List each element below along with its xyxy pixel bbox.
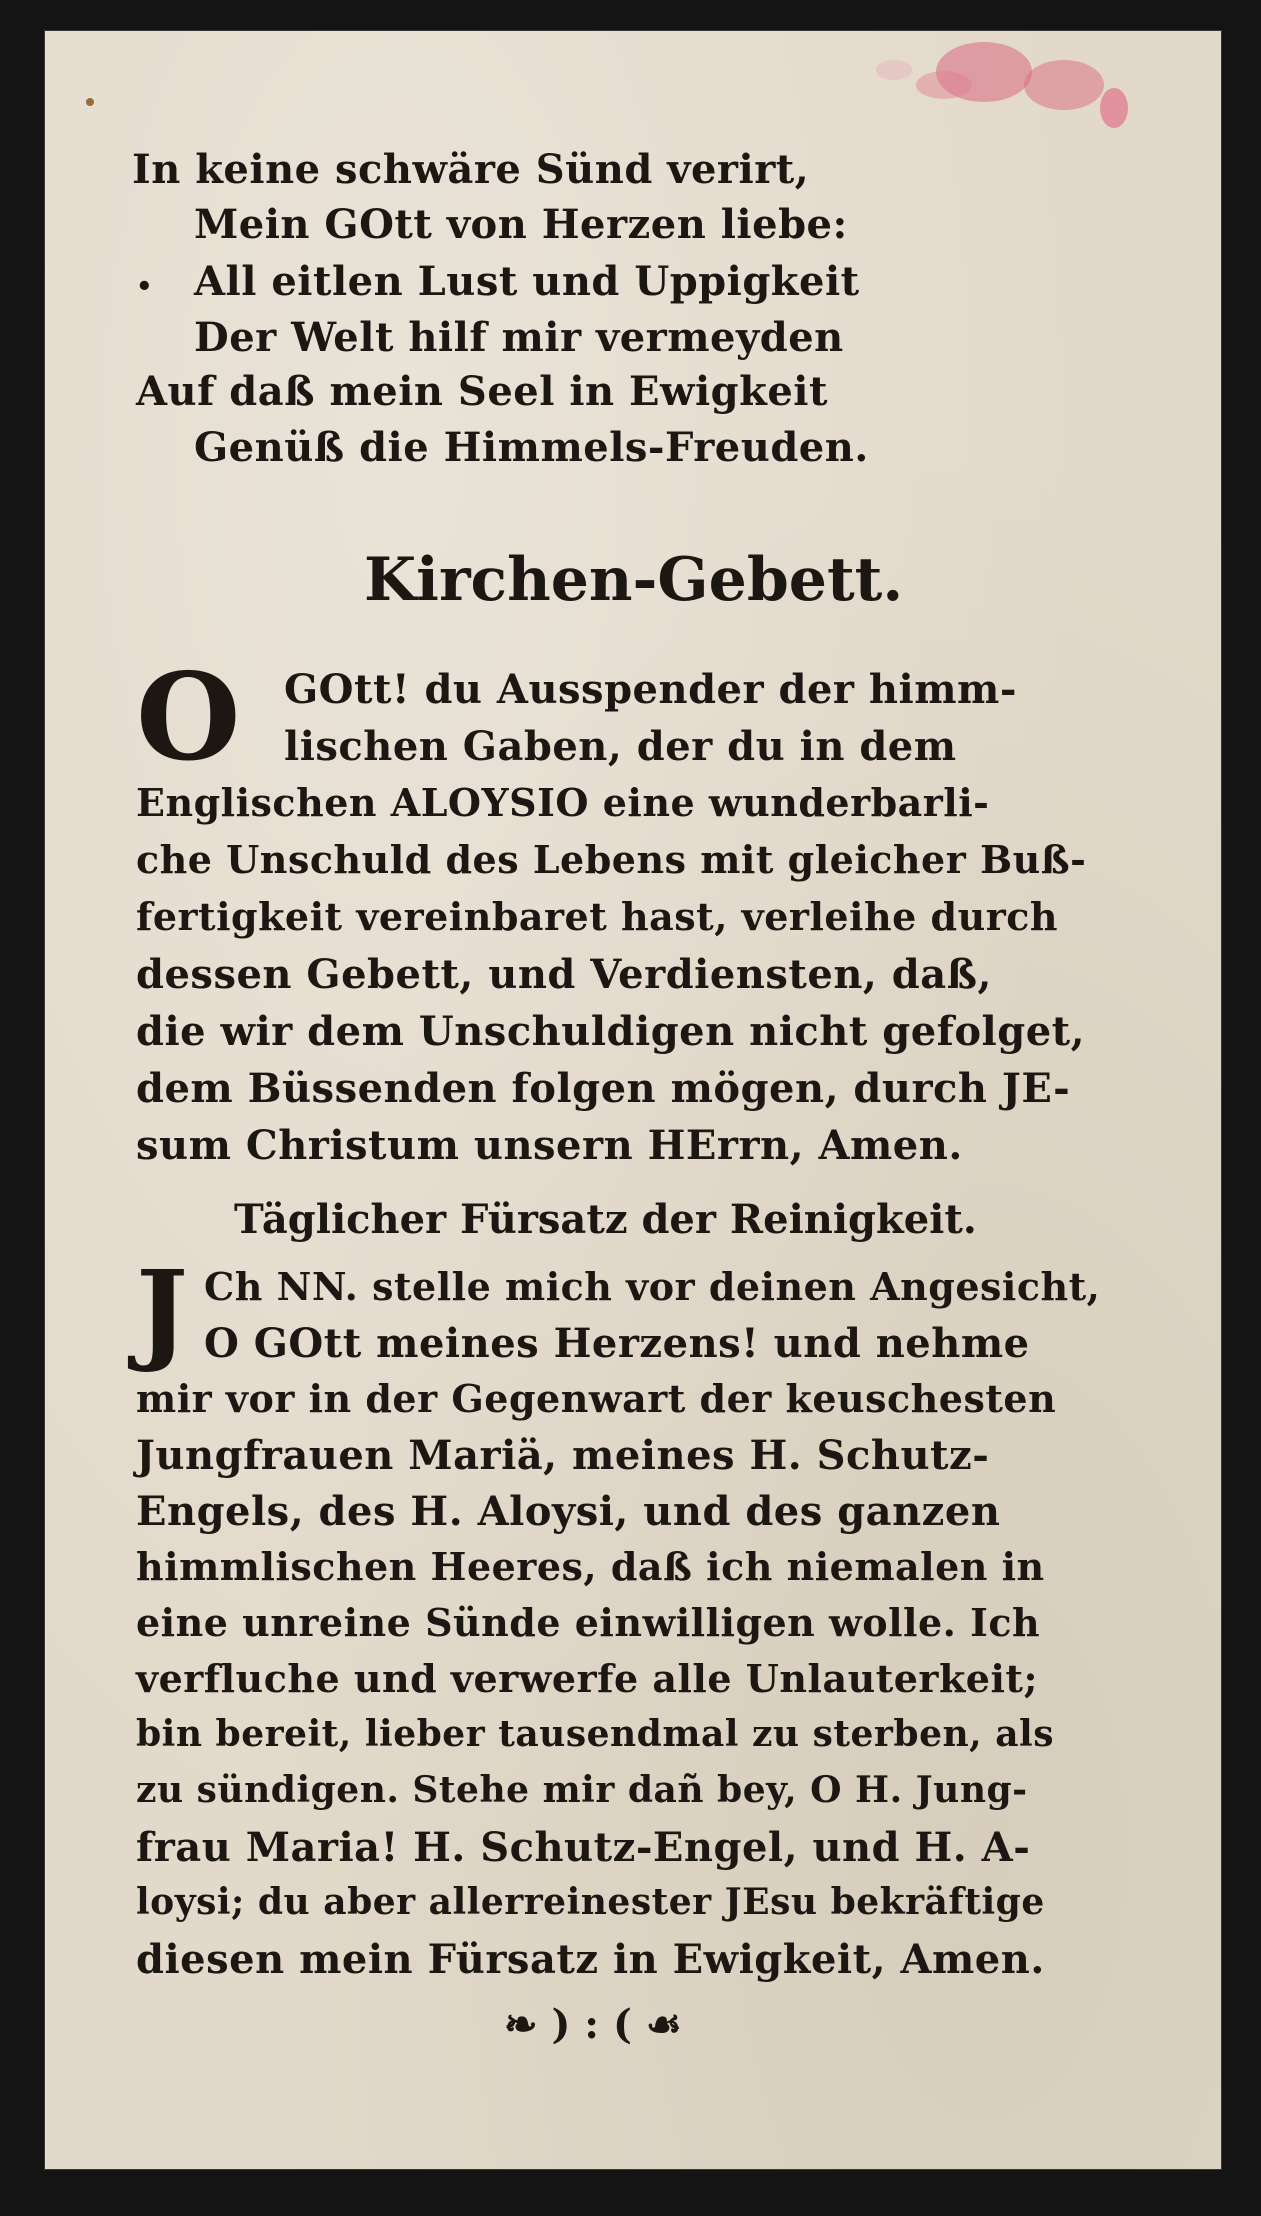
drop-capital: O — [136, 647, 241, 788]
resolution-line: Ch NN. stelle mich vor deinen Angesicht, — [204, 1264, 1101, 1309]
resolution-line: bin bereit, lieber tausendmal zu sterben, als — [136, 1713, 1054, 1755]
prayer-line: fertigkeit vereinbaret hast, verleihe durch — [136, 894, 1059, 939]
document-page — [44, 30, 1222, 2170]
resolution-line: zu sündigen. Stehe mir dañ bey, O H. Jung- — [136, 1769, 1028, 1811]
resolution-line: diesen mein Fürsatz in Ewigkeit, Amen. — [136, 1936, 1045, 1983]
resolution-line: himmlischen Heeres, daß ich niemalen in — [136, 1544, 1045, 1589]
resolution-line: O GOtt meines Herzens! und nehme — [204, 1320, 1030, 1367]
prayer-line: che Unschuld des Lebens mit gleicher Buß- — [136, 837, 1087, 882]
bullet-mark: • — [136, 272, 153, 302]
resolution-line: mir vor in der Gegenwart der keuschesten — [136, 1376, 1057, 1421]
poem-line: Mein GOtt von Herzen liebe: — [194, 201, 848, 248]
poem-line: Genüß die Himmels-Freuden. — [194, 424, 869, 471]
paper-speck — [86, 98, 94, 106]
resolution-line: eine unreine Sünde einwilligen wolle. Ich — [136, 1600, 1041, 1645]
poem-line: In keine schwäre Sünd verirt, — [132, 146, 810, 193]
resolution-line: Jungfrauen Mariä, meines H. Schutz- — [136, 1432, 990, 1479]
prayer-line: sum Christum unsern HErrn, Amen. — [136, 1122, 963, 1169]
closing-ornament: ❧ ) : ( ☙ — [504, 2001, 682, 2048]
red-ink-stain — [864, 30, 1164, 140]
resolution-line: verfluche und verwerfe alle Unlauterkeit; — [136, 1656, 1038, 1701]
resolution-title: Täglicher Fürsatz der Reinigkeit. — [234, 1196, 977, 1243]
prayer-title: Kirchen-Gebett. — [364, 545, 904, 615]
resolution-line: frau Maria! H. Schutz-Engel, und H. A- — [136, 1824, 1031, 1871]
prayer-line: lischen Gaben, der du in dem — [284, 723, 957, 770]
prayer-line: die wir dem Unschuldigen nicht gefolget, — [136, 1008, 1086, 1055]
prayer-line: dem Büssenden folgen mögen, durch JE- — [136, 1065, 1071, 1112]
resolution-line: loysi; du aber allerreinester JEsu bekräftige — [136, 1881, 1045, 1923]
poem-line: All eitlen Lust und Uppigkeit — [194, 258, 860, 305]
drop-capital: J — [136, 1246, 189, 1375]
prayer-line: GOtt! du Ausspender der himm- — [284, 666, 1017, 713]
prayer-line: Englischen ALOYSIO eine wunderbarli- — [136, 780, 990, 825]
poem-line: Der Welt hilf mir vermeyden — [194, 314, 844, 361]
prayer-line: dessen Gebett, und Verdiensten, daß, — [136, 951, 992, 998]
resolution-line: Engels, des H. Aloysi, und des ganzen — [136, 1488, 1001, 1535]
poem-line: Auf daß mein Seel in Ewigkeit — [136, 368, 828, 415]
